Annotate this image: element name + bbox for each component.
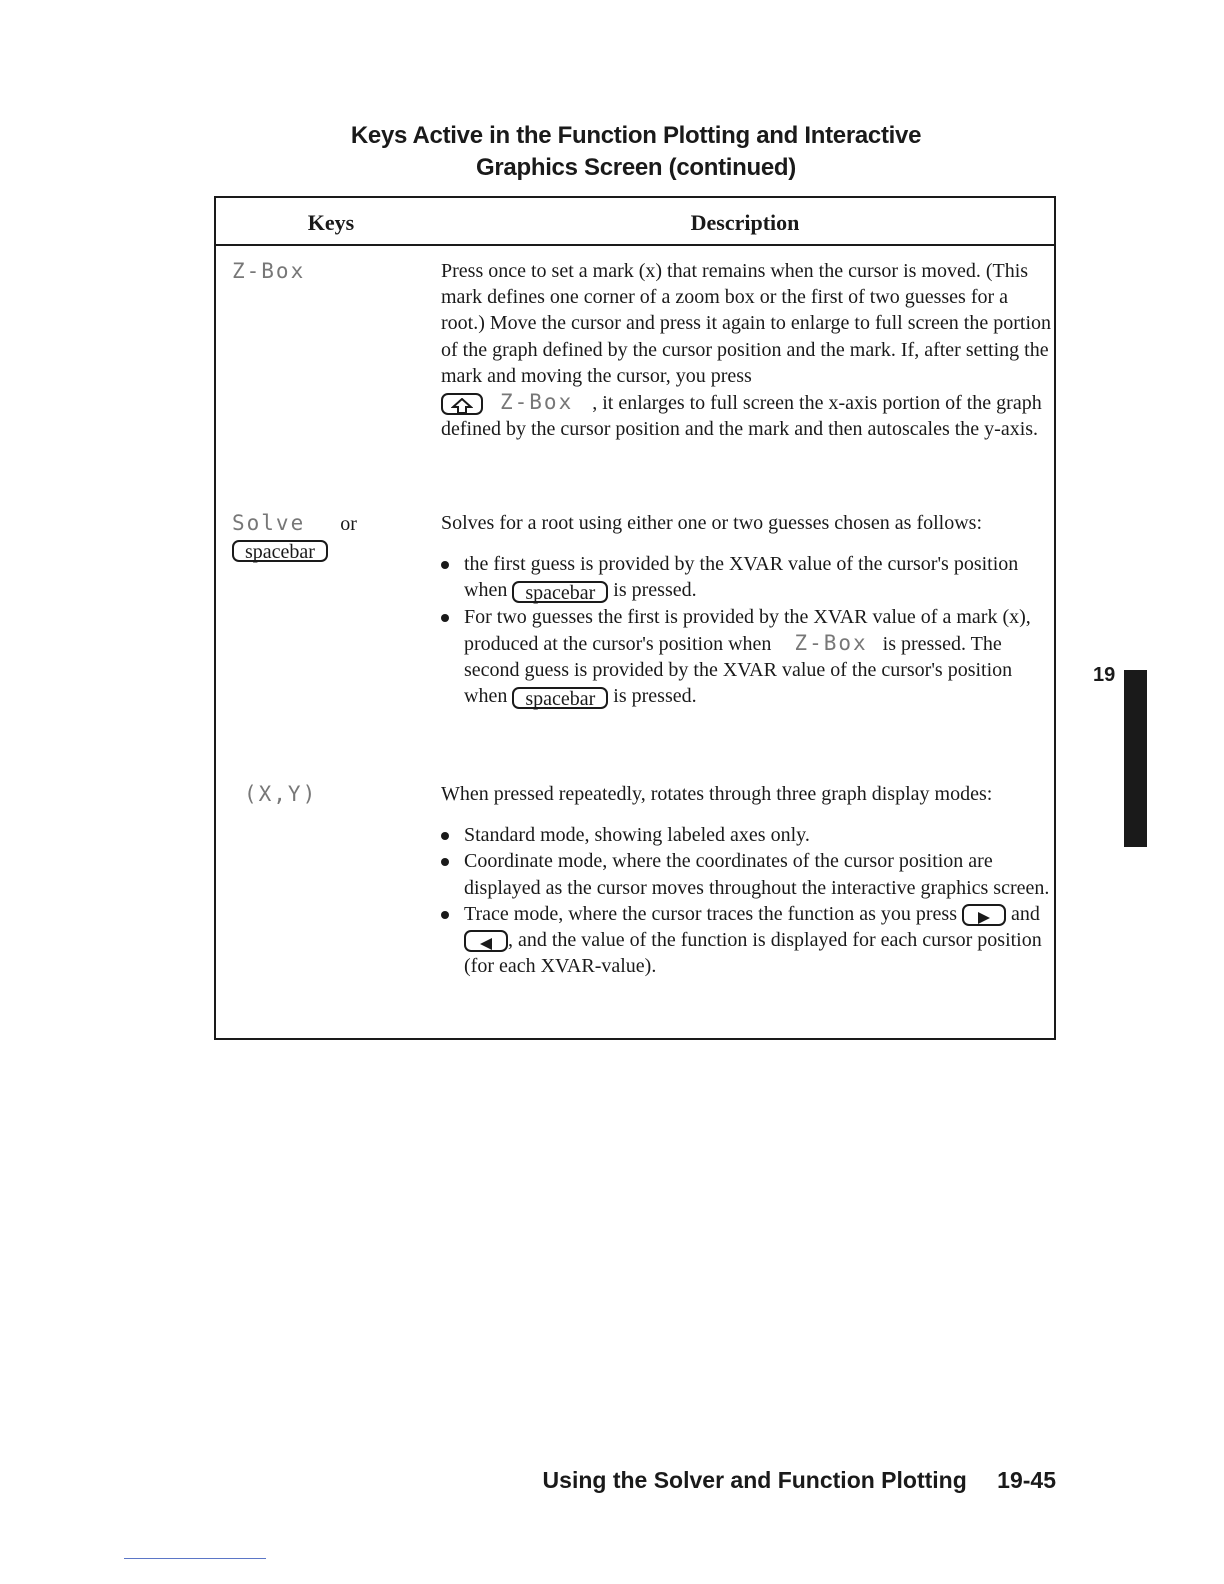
bullet-text: For two guesses the first is provided by the XVAR value of a mark (x), produced at the cursor's position when <box>464 605 1031 655</box>
bullet-text: the first guess is provided by the XVAR value of the cursor's position when <box>464 553 1019 602</box>
bullet-text: Standard mode, showing labeled axes only. <box>464 824 810 847</box>
spacebar-key: spacebar <box>512 687 608 709</box>
keys-table <box>214 196 1056 1040</box>
bullet-icon <box>441 858 449 866</box>
bullet-icon <box>441 832 449 840</box>
bullet-icon <box>441 561 449 569</box>
bullet-icon <box>441 614 449 622</box>
table-header <box>216 198 1054 246</box>
title-line-2: Graphics Screen (continued) <box>476 154 796 181</box>
solve-bullets <box>441 551 1051 709</box>
bullet-text: is pressed. <box>613 685 697 708</box>
spacebar-key: spacebar <box>232 540 328 562</box>
and-text: and <box>1011 902 1040 925</box>
left-arrow-key <box>464 930 508 952</box>
zbox-inline-label: Z-Box <box>500 390 574 415</box>
bullet-text: Coordinate mode, where the coordinates of the cursor position are displayed as the cursor moves throughout the interactive graphics screen. <box>464 850 1050 899</box>
zbox-desc-part1: Press once to set a mark (x) that remains when the cursor is moved. (This mark defines one corner of a zoom box or the first of two guesses for a root.) Move the cursor and press it again to enlarge to full screen the portion of the graph defined by the cursor position and the mark. If, after setting the mark and moving the cursor, you press <box>441 260 1052 387</box>
or-text: or <box>340 513 357 535</box>
right-arrow-key-icon <box>976 911 992 925</box>
footer-title: Using the Solver and Function Plotting <box>542 1467 967 1493</box>
bottom-rule <box>124 1558 266 1559</box>
bullet-text: is pressed. The second guess is provided by the XVAR value of the cursor's position when <box>464 632 1013 708</box>
header-description: Description <box>690 210 800 235</box>
page-number: 19-45 <box>997 1467 1056 1493</box>
left-arrow-key-icon <box>478 937 494 951</box>
right-arrow-key <box>962 904 1006 926</box>
solve-key-label: Solve <box>232 511 306 535</box>
xy-intro: When pressed repeatedly, rotates through three graph display modes: <box>441 783 993 805</box>
list-item <box>441 901 1051 980</box>
description-cell <box>441 781 1051 979</box>
list-item <box>441 848 1051 900</box>
page-title <box>215 120 1057 184</box>
xy-bullets <box>441 822 1051 979</box>
description-cell <box>441 510 1051 709</box>
page-footer <box>543 1467 1056 1494</box>
zbox-desc-part2: , it enlarges to full screen the x-axis portion of the graph defined by the cursor position and the mark and then autoscales the y-axis. <box>441 392 1042 441</box>
bullet-text: is pressed. <box>613 579 697 602</box>
list-item <box>441 604 1051 710</box>
zbox-key-label: Z-Box <box>232 259 306 283</box>
key-cell <box>232 510 422 563</box>
chapter-tab-marker <box>1124 670 1147 847</box>
bullet-icon <box>441 911 449 919</box>
bullet-text: Trace mode, where the cursor traces the function as you press <box>464 902 957 925</box>
description-cell <box>441 258 1051 442</box>
bullet-text: , and the value of the function is displayed for each cursor position (for each XVAR-value). <box>464 929 1042 978</box>
chapter-tab-label: 19 <box>1093 664 1116 686</box>
title-line-1: Keys Active in the Function Plotting and Interactive <box>350 122 922 149</box>
list-item <box>441 551 1051 603</box>
header-keys: Keys <box>307 210 355 235</box>
key-cell <box>232 781 422 808</box>
key-cell <box>232 258 422 285</box>
xy-key-label: (X,Y) <box>244 782 318 806</box>
list-item <box>441 822 1051 848</box>
spacebar-key: spacebar <box>512 581 608 603</box>
shift-up-arrow-icon <box>451 398 473 414</box>
shift-key <box>441 393 483 415</box>
zbox-inline-label: Z-Box <box>794 630 868 655</box>
solve-intro: Solves for a root using either one or two guesses chosen as follows: <box>441 512 983 534</box>
